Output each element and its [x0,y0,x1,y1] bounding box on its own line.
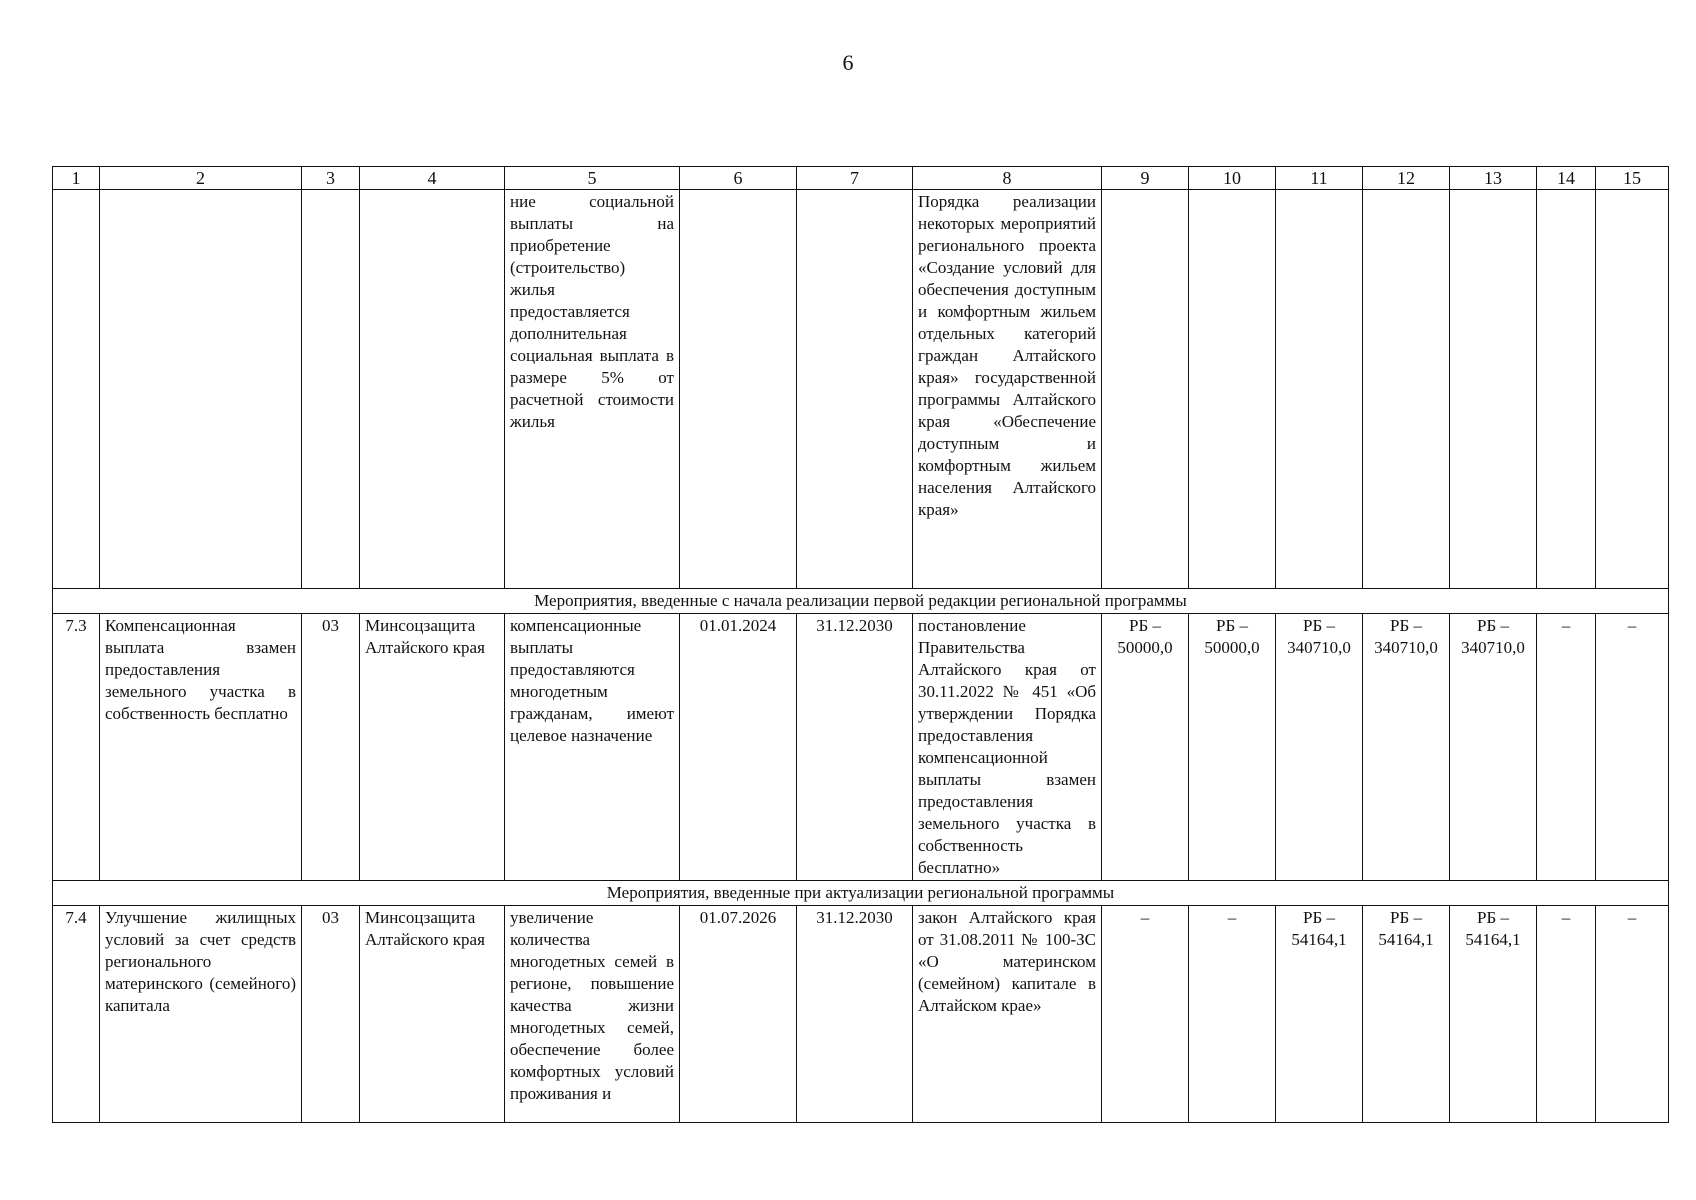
col-number: 6 [680,167,797,190]
table-row [53,906,1669,1123]
funding-cell: РБ – 54164,1 [1363,906,1450,1123]
start-date: 01.07.2026 [680,906,797,1123]
funding-cell: РБ – 50000,0 [1102,614,1189,881]
measure-name: Улучшение жилищных условий за счет средств регионального материнского (семейного) капитала [100,906,302,1123]
continuation-row [53,190,1669,589]
end-date: 31.12.2030 [797,614,913,881]
col-number: 10 [1189,167,1276,190]
code: 03 [302,614,360,881]
column-number-row [53,167,1669,190]
col-number: 7 [797,167,913,190]
funding-cell: – [1102,906,1189,1123]
executor: Минсоцзащита Алтайского края [360,906,505,1123]
funding-cell: РБ – 54164,1 [1450,906,1537,1123]
funding-cell: РБ – 340710,0 [1363,614,1450,881]
col-number: 15 [1596,167,1669,190]
program-table [52,166,1669,1123]
section-heading-row [53,881,1669,906]
end-date: 31.12.2030 [797,906,913,1123]
code: 03 [302,906,360,1123]
section-heading: Мероприятия, введенные при актуализации региональной программы [53,881,1669,906]
executor: Минсоцзащита Алтайского края [360,614,505,881]
funding-cell: – [1596,614,1669,881]
result-text: ние социальной выплаты на приобретение (строительство) жилья предоставляется дополнительная социальная выплата в размере 5% от расчетной стоимости жилья [505,190,680,589]
section-heading: Мероприятия, введенные с начала реализации первой редакции региональной программы [53,589,1669,614]
col-number: 2 [100,167,302,190]
funding-cell: – [1537,614,1596,881]
funding-cell: РБ – 54164,1 [1276,906,1363,1123]
col-number: 1 [53,167,100,190]
col-number: 5 [505,167,680,190]
funding-cell: – [1189,906,1276,1123]
col-number: 12 [1363,167,1450,190]
page-number: 6 [842,50,854,75]
table-row [53,614,1669,881]
funding-cell: – [1537,906,1596,1123]
col-number: 8 [913,167,1102,190]
col-number: 3 [302,167,360,190]
col-number: 4 [360,167,505,190]
funding-cell: РБ – 340710,0 [1276,614,1363,881]
col-number: 11 [1276,167,1363,190]
measure-name: Компенсационная выплата взамен предоставления земельного участка в собственность бесплатно [100,614,302,881]
legal-basis-text: Порядка реализации некоторых мероприятий регионального проекта «Создание условий для обеспечения доступным и комфортным жильем отдельных категорий граждан Алтайского края» государственной программы Алтайского края «Обеспечение доступным и комфортным жильем населения Алтайского края» [913,190,1102,589]
result-text: увеличение количества многодетных семей в регионе, повышение качества жизни многодетных семей, обеспечение более комфортных условий проживания и [505,906,680,1123]
funding-cell: РБ – 340710,0 [1450,614,1537,881]
legal-basis-text: закон Алтайского края от 31.08.2011 № 100-ЗС «О материнском (семейном) капитале в Алтайском крае» [913,906,1102,1123]
col-number: 13 [1450,167,1537,190]
result-text: компенсационные выплаты предоставляются многодетным гражданам, имеют целевое назначение [505,614,680,881]
col-number: 9 [1102,167,1189,190]
section-heading-row [53,589,1669,614]
row-number: 7.3 [53,614,100,881]
start-date: 01.01.2024 [680,614,797,881]
col-number: 14 [1537,167,1596,190]
row-number: 7.4 [53,906,100,1123]
legal-basis-text: постановление Правительства Алтайского края от 30.11.2022 № 451 «Об утверждении Порядка предоставления компенсационной выплаты взамен предоставления земельного участка в собственность бесплатно» [913,614,1102,881]
funding-cell: – [1596,906,1669,1123]
funding-cell: РБ – 50000,0 [1189,614,1276,881]
